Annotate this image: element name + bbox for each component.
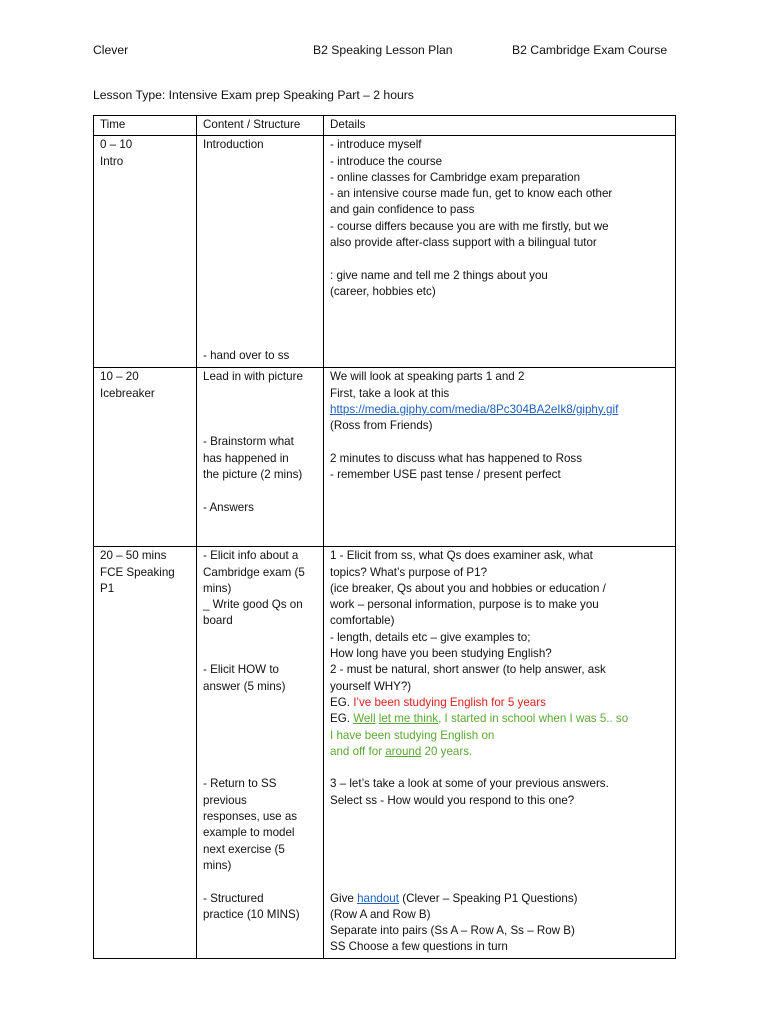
example-text: and off for — [330, 744, 386, 758]
lesson-type: Lesson Type: Intensive Exam prep Speaking Part – 2 hours — [93, 88, 414, 102]
details-line: 3 – let’s take a look at some of your previous answers. — [330, 777, 609, 791]
content-item: practice (10 MINS) — [203, 907, 300, 921]
time-cell — [94, 368, 197, 547]
time-range: 10 – 20 — [100, 370, 139, 384]
details-line: and gain confidence to pass — [330, 203, 475, 217]
filler-let-me-think: let me think — [378, 712, 439, 726]
time-cell — [94, 547, 197, 959]
time-label: Icebreaker — [100, 386, 155, 400]
details-line: - course differs because you are with me firstly, but we — [330, 219, 609, 233]
details-line: (Row A and Row B) — [330, 907, 431, 921]
details-line: (career, hobbies etc) — [330, 284, 436, 298]
time-cell — [94, 136, 197, 368]
details-line: (Ross from Friends) — [330, 419, 433, 433]
content-item: Introduction — [203, 138, 264, 152]
content-item: board — [203, 614, 233, 628]
time-label: Intro — [100, 154, 124, 168]
content-item: - Elicit info about a — [203, 549, 299, 563]
content-item: - Answers — [203, 500, 254, 514]
content-item: Cambridge exam (5 — [203, 565, 305, 579]
content-item: responses, use as — [203, 810, 298, 824]
content-item: mins) — [203, 858, 232, 872]
details-line: First, take a look at this — [330, 386, 450, 400]
details-line: - online classes for Cambridge exam preparation — [330, 170, 581, 184]
eg-label: EG. — [330, 712, 354, 726]
content-item: _ Write good Qs on — [203, 598, 303, 612]
details-line: : give name and tell me 2 things about you — [330, 268, 548, 282]
header-school: Clever — [93, 43, 129, 57]
content-cell — [197, 547, 324, 959]
table-row-intro — [94, 136, 676, 368]
content-item: - Return to SS — [203, 777, 277, 791]
details-line: topics? What’s purpose of P1? — [330, 565, 488, 579]
details-line: comfortable) — [330, 614, 395, 628]
example-text: 20 years. — [421, 744, 473, 758]
details-line: SS Choose a few questions in turn — [330, 940, 508, 954]
handout-line — [330, 891, 671, 907]
filler-well: Well — [353, 712, 376, 726]
column-header-time: Time — [94, 116, 197, 136]
details-line: work – personal information, purpose is to make you — [330, 598, 599, 612]
details-line: We will look at speaking parts 1 and 2 — [330, 370, 525, 384]
details-line: 2 minutes to discuss what has happened to Ross — [330, 451, 582, 465]
details-cell — [324, 368, 676, 547]
eg-label: EG. — [330, 695, 354, 709]
example-green-line3 — [330, 744, 671, 760]
details-line: - length, details etc – give examples to; — [330, 630, 531, 644]
header-plan-title: B2 Speaking Lesson Plan — [313, 43, 453, 57]
content-item: - Elicit HOW to — [203, 663, 280, 677]
content-item: - hand over to ss — [203, 349, 290, 363]
table-header-row — [94, 116, 676, 136]
filler-around: around — [385, 744, 422, 758]
header-course: B2 Cambridge Exam Course — [512, 43, 668, 57]
time-label: FCE Speaking — [100, 565, 175, 579]
content-cell — [197, 136, 324, 368]
lesson-plan-table — [93, 115, 676, 959]
content-item: the picture (2 mins) — [203, 468, 303, 482]
content-cell — [197, 368, 324, 547]
details-line: - an intensive course made fun, get to know each other — [330, 187, 613, 201]
details-line: - introduce myself — [330, 138, 422, 152]
content-item: previous — [203, 793, 247, 807]
column-header-details: Details — [324, 116, 676, 136]
details-line: Select ss - How would you respond to this one? — [330, 793, 575, 807]
content-item: example to model — [203, 826, 295, 840]
handout-description: (Clever – Speaking P1 Questions) — [398, 891, 578, 905]
details-line: - introduce the course — [330, 154, 443, 168]
time-range: 0 – 10 — [100, 138, 133, 152]
details-line: 1 - Elicit from ss, what Qs does examiner ask, what — [330, 549, 593, 563]
giphy-link[interactable]: https://media.giphy.com/media/8Pc304BA2eIk8/giphy.gif — [330, 402, 619, 416]
details-line: - remember USE past tense / present perfect — [330, 468, 561, 482]
content-item: has happened in — [203, 451, 289, 465]
details-line: (ice breaker, Qs about you and hobbies or education / — [330, 581, 606, 595]
details-cell — [324, 136, 676, 368]
table-row-icebreaker — [94, 368, 676, 547]
table-row-fce-speaking — [94, 547, 676, 959]
handout-link[interactable]: handout — [357, 891, 399, 905]
content-item: Lead in with picture — [203, 370, 303, 384]
content-item: next exercise (5 — [203, 842, 285, 856]
example-green — [330, 711, 671, 727]
details-cell — [324, 547, 676, 959]
example-answer-green: , I started in school when I was 5.. so — [438, 712, 629, 726]
time-range: 20 – 50 mins — [100, 549, 167, 563]
details-line: also provide after-class support with a bilingual tutor — [330, 236, 597, 250]
content-item: mins) — [203, 581, 232, 595]
details-line: How long have you been studying English? — [330, 647, 552, 661]
content-item: answer (5 mins) — [203, 679, 286, 693]
column-header-content: Content / Structure — [197, 116, 324, 136]
time-label: P1 — [100, 581, 115, 595]
details-line: Separate into pairs (Ss A – Row A, Ss – Row B) — [330, 924, 575, 938]
example-green-line2: I have been studying English on — [330, 728, 495, 742]
give-text: Give — [330, 891, 358, 905]
example-red — [330, 695, 671, 711]
content-item: - Structured — [203, 891, 264, 905]
content-item: - Brainstorm what — [203, 435, 294, 449]
details-line: 2 - must be natural, short answer (to help answer, ask — [330, 663, 606, 677]
example-answer-red: I’ve been studying English for 5 years — [353, 695, 546, 709]
details-line: yourself WHY?) — [330, 679, 412, 693]
